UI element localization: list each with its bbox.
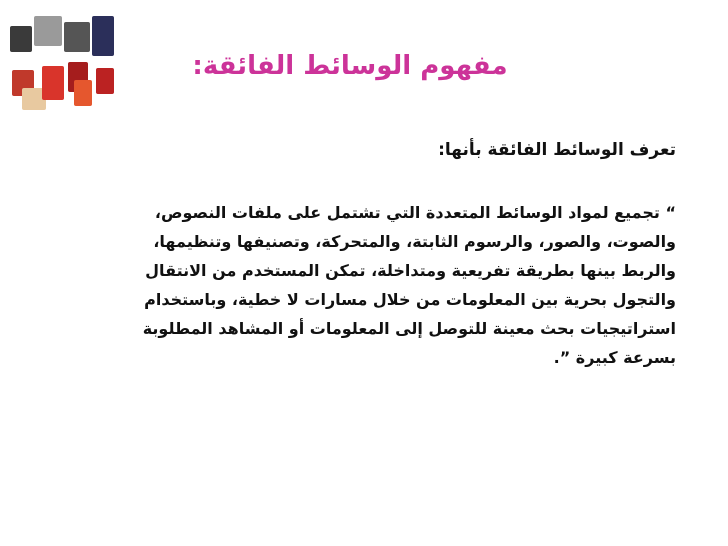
definition-line: والتجول بحرية بين المعلومات من خلال مسارات لا خطية، وباستخدام — [144, 290, 676, 309]
definition-line: استراتيجيات بحث معينة للتوصل إلى المعلومات أو المشاهد المطلوبة — [142, 319, 676, 338]
definition-line: بسرعة كبيرة ”. — [553, 348, 676, 367]
media-thumbnail — [10, 26, 32, 52]
definition-line: “ تجميع لمواد الوسائط المتعددة التي تشتمل على ملفات النصوص، — [154, 203, 676, 222]
media-thumbnail — [42, 66, 64, 100]
media-thumbnail — [64, 22, 90, 52]
media-thumbnail — [34, 16, 62, 46]
media-thumbnails-collage — [8, 8, 118, 112]
media-thumbnail — [96, 68, 114, 94]
slide-title: مفهوم الوسائط الفائقة: — [192, 51, 508, 81]
media-thumbnail — [92, 16, 114, 56]
definition-paragraph — [66, 198, 676, 372]
intro-line: تعرف الوسائط الفائقة بأنها: — [438, 140, 676, 160]
media-thumbnail — [74, 80, 92, 106]
definition-line: والصوت، والصور، والرسوم الثابتة، والمتحركة، وتصنيفها وتنظيمها، — [153, 232, 676, 251]
definition-line: والربط بينها بطريقة تفريعية ومتداخلة، تمكن المستخدم من الانتقال — [145, 261, 676, 280]
